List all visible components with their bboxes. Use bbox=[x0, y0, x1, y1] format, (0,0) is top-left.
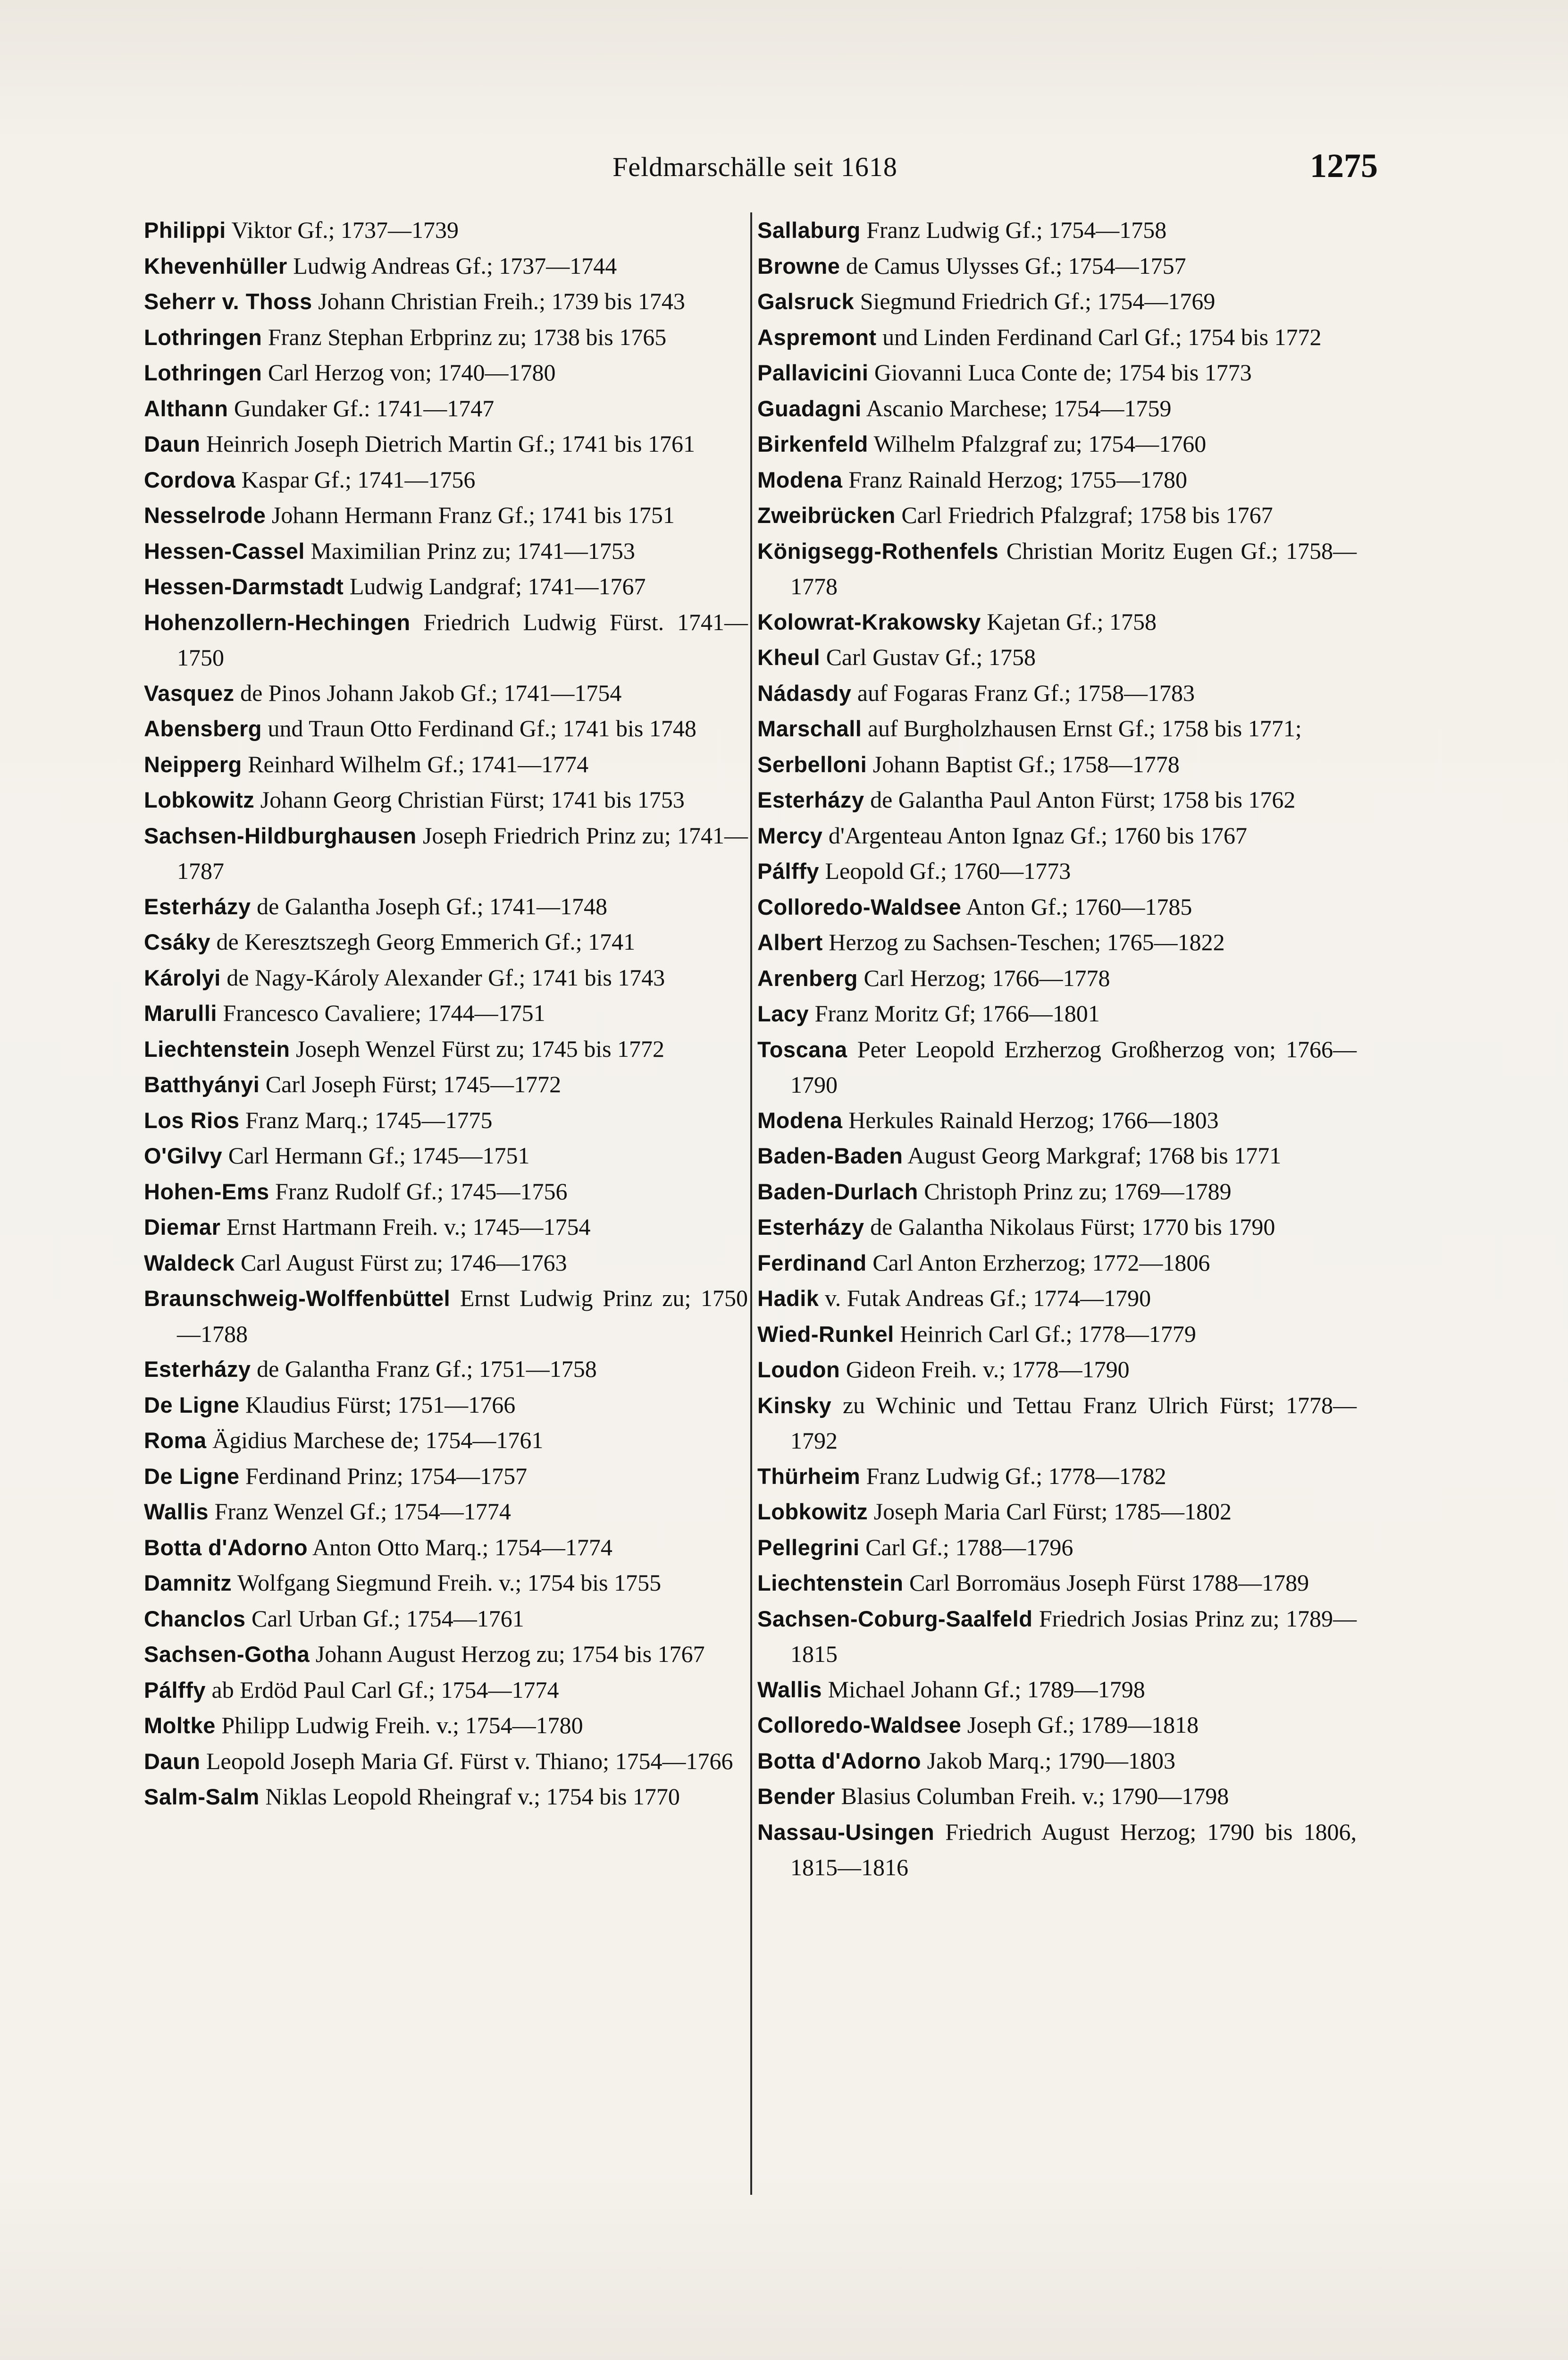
entry bbox=[757, 1565, 1357, 1601]
entry-name: Wallis bbox=[144, 1499, 209, 1524]
entry-details: August Georg Markgraf; 1768 bis 1771 bbox=[903, 1142, 1282, 1169]
entry-name: Albert bbox=[757, 930, 823, 955]
entry bbox=[757, 355, 1357, 391]
entry-details: Franz Rudolf Gf.; 1745—1756 bbox=[269, 1178, 568, 1205]
entry bbox=[144, 426, 748, 462]
entry-name: Birkenfeld bbox=[757, 431, 868, 456]
entry-details: Ernst Hartmann Freih. v.; 1745—1754 bbox=[220, 1214, 591, 1240]
entry bbox=[144, 1351, 748, 1387]
entry bbox=[757, 1814, 1357, 1885]
entry bbox=[757, 248, 1357, 284]
entry-name: Csáky bbox=[144, 929, 210, 954]
entry-details: v. Futak Andreas Gf.; 1774—1790 bbox=[819, 1285, 1151, 1311]
entry bbox=[757, 818, 1357, 854]
entry bbox=[144, 995, 748, 1031]
entry-name: Kinsky bbox=[757, 1392, 832, 1418]
entry-details: Heinrich Carl Gf.; 1778—1779 bbox=[894, 1320, 1196, 1347]
entry-name: Braunschweig-Wolffenbüttel bbox=[144, 1286, 451, 1311]
entry-details: Heinrich Joseph Dietrich Martin Gf.; 1741 bis 1761 bbox=[200, 430, 695, 457]
entry-details: de Keresztszegh Georg Emmerich Gf.; 1741 bbox=[210, 928, 636, 955]
entry bbox=[757, 462, 1357, 498]
entry bbox=[144, 1281, 748, 1351]
entry bbox=[144, 1031, 748, 1067]
entry-name: Baden-Durlach bbox=[757, 1179, 918, 1204]
entry-details: Joseph Gf.; 1789—1818 bbox=[961, 1711, 1199, 1738]
entry-details: Leopold Gf.; 1760—1773 bbox=[819, 858, 1071, 884]
entry-details: Niklas Leopold Rheingraf v.; 1754 bis 1770 bbox=[259, 1783, 680, 1810]
entry-details: Friedrich Ludwig Fürst. 1741—1750 bbox=[177, 608, 748, 671]
entry bbox=[144, 1601, 748, 1637]
entry bbox=[144, 569, 748, 605]
entry-name: Lothringen bbox=[144, 360, 262, 385]
entry-name: Pálffy bbox=[144, 1677, 206, 1703]
entry-name: Khevenhüller bbox=[144, 253, 287, 278]
entry bbox=[144, 1636, 748, 1672]
entry bbox=[757, 426, 1357, 462]
entry-name: Marulli bbox=[144, 1001, 217, 1026]
entry bbox=[757, 1352, 1357, 1388]
entry-name: Toscana bbox=[757, 1037, 847, 1062]
entry-details: Giovanni Luca Conte de; 1754 bis 1773 bbox=[868, 359, 1252, 386]
entry-details: Herkules Rainald Herzog; 1766—1803 bbox=[842, 1106, 1219, 1133]
right-column bbox=[757, 212, 1357, 1885]
entry-details: Jakob Marq.; 1790—1803 bbox=[921, 1747, 1175, 1774]
entry-details: de Pinos Johann Jakob Gf.; 1741—1754 bbox=[234, 679, 622, 706]
entry-details: de Galantha Paul Anton Fürst; 1758 bis 1762 bbox=[864, 786, 1296, 813]
entry-details: Gundaker Gf.: 1741—1747 bbox=[228, 395, 495, 421]
entry-name: Liechtenstein bbox=[757, 1570, 904, 1595]
entry-details: zu Wchinic und Tettau Franz Ulrich Fürst; 1778—1792 bbox=[790, 1391, 1357, 1454]
entry-details: Carl Urban Gf.; 1754—1761 bbox=[245, 1605, 524, 1632]
entry-name: Marschall bbox=[757, 716, 862, 741]
entry bbox=[144, 818, 748, 889]
entry-name: Lobkowitz bbox=[757, 1499, 868, 1524]
entry bbox=[757, 1707, 1357, 1743]
entry-name: Moltke bbox=[144, 1713, 216, 1738]
entry bbox=[144, 320, 748, 355]
entry-details: Carl Hermann Gf.; 1745—1751 bbox=[222, 1142, 530, 1169]
entry bbox=[144, 1458, 748, 1494]
entry bbox=[757, 1743, 1357, 1779]
entry-name: Károlyi bbox=[144, 965, 221, 990]
entry-details: Johann Christian Freih.; 1739 bis 1743 bbox=[312, 288, 685, 314]
entry-name: Galsruck bbox=[757, 289, 855, 314]
entry-name: Kolowrat-Krakowsky bbox=[757, 609, 981, 634]
entry bbox=[757, 1174, 1357, 1210]
entry-name: Daun bbox=[144, 431, 201, 456]
entry-name: Guadagni bbox=[757, 396, 862, 421]
entry bbox=[757, 1530, 1357, 1566]
entry-details: Reinhard Wilhelm Gf.; 1741—1774 bbox=[242, 750, 589, 777]
entry bbox=[757, 996, 1357, 1032]
entry bbox=[757, 1209, 1357, 1245]
entry bbox=[144, 924, 748, 960]
entry-name: Bender bbox=[757, 1784, 835, 1809]
entry-name: Modena bbox=[757, 1107, 843, 1133]
entry bbox=[757, 533, 1357, 604]
entry-details: Philipp Ludwig Freih. v.; 1754—1780 bbox=[215, 1712, 583, 1738]
entry bbox=[144, 1245, 748, 1281]
entry-details: Franz Ludwig Gf.; 1778—1782 bbox=[860, 1462, 1166, 1489]
entry-details: Joseph Maria Carl Fürst; 1785—1802 bbox=[868, 1498, 1232, 1525]
entry-name: Abensberg bbox=[144, 716, 262, 741]
entry-name: Sachsen-Gotha bbox=[144, 1642, 310, 1667]
entry bbox=[757, 1281, 1357, 1316]
entry bbox=[757, 1138, 1357, 1174]
entry bbox=[144, 355, 748, 391]
entry-details: Carl Herzog; 1766—1778 bbox=[857, 964, 1110, 991]
entry bbox=[144, 248, 748, 284]
entry-name: Lothringen bbox=[144, 324, 262, 350]
entry-name: Chanclos bbox=[144, 1606, 246, 1631]
entry-details: Franz Wenzel Gf.; 1754—1774 bbox=[209, 1498, 511, 1525]
entry-name: Salm-Salm bbox=[144, 1784, 260, 1809]
entry bbox=[757, 675, 1357, 711]
running-title: Feldmarschälle seit 1618 bbox=[612, 152, 897, 182]
entry bbox=[144, 1744, 748, 1779]
entry-details: Joseph Friedrich Prinz zu; 1741—1787 bbox=[177, 822, 748, 884]
entry-details: de Nagy-Károly Alexander Gf.; 1741 bis 1743 bbox=[220, 964, 665, 991]
entry bbox=[757, 391, 1357, 427]
entry-details: Anton Otto Marq.; 1754—1774 bbox=[308, 1534, 612, 1560]
entry-name: Wallis bbox=[757, 1677, 822, 1702]
entry-details: Joseph Wenzel Fürst zu; 1745 bis 1772 bbox=[290, 1035, 665, 1062]
entry bbox=[757, 1245, 1357, 1281]
entry-name: Esterházy bbox=[144, 893, 251, 919]
entry-details: Ludwig Landgraf; 1741—1767 bbox=[344, 573, 646, 599]
entry bbox=[144, 533, 748, 569]
entry bbox=[144, 711, 748, 747]
entry-details: Johann Hermann Franz Gf.; 1741 bis 1751 bbox=[266, 502, 675, 528]
left-column bbox=[144, 212, 748, 1815]
entry bbox=[757, 961, 1357, 996]
entry-details: de Galantha Nikolaus Fürst; 1770 bis 1790 bbox=[864, 1214, 1275, 1240]
entry-details: Herzog zu Sachsen-Teschen; 1765—1822 bbox=[822, 929, 1225, 955]
entry-name: Baden-Baden bbox=[757, 1143, 903, 1168]
entry-details: ab Erdöd Paul Carl Gf.; 1754—1774 bbox=[206, 1676, 559, 1703]
entry-name: Modena bbox=[757, 467, 843, 492]
entry bbox=[757, 604, 1357, 640]
entry bbox=[144, 889, 748, 925]
entry-details: Franz Rainald Herzog; 1755—1780 bbox=[842, 466, 1187, 493]
entry bbox=[144, 1708, 748, 1744]
entry-details: Franz Ludwig Gf.; 1754—1758 bbox=[860, 217, 1167, 243]
column-divider bbox=[750, 212, 752, 2195]
entry-name: Hessen-Darmstadt bbox=[144, 574, 344, 599]
entry bbox=[144, 284, 748, 320]
entry-details: Friedrich Josias Prinz zu; 1789—1815 bbox=[790, 1605, 1357, 1667]
entry bbox=[144, 1174, 748, 1210]
entry-name: O'Gilvy bbox=[144, 1143, 223, 1168]
entry bbox=[144, 462, 748, 498]
entry-details: de Galantha Franz Gf.; 1751—1758 bbox=[251, 1356, 597, 1382]
entry-name: Loudon bbox=[757, 1357, 840, 1382]
entry-name: Damnitz bbox=[144, 1570, 232, 1595]
entry bbox=[757, 1672, 1357, 1708]
entry-name: Nassau-Usingen bbox=[757, 1819, 935, 1845]
entry bbox=[144, 391, 748, 427]
entry-details: Carl Anton Erzherzog; 1772—1806 bbox=[866, 1249, 1210, 1276]
entry-details: Siegmund Friedrich Gf.; 1754—1769 bbox=[854, 288, 1216, 314]
entry-details: Carl Herzog von; 1740—1780 bbox=[262, 359, 556, 386]
entry-name: Thürheim bbox=[757, 1463, 861, 1489]
entry-name: Botta d'Adorno bbox=[757, 1748, 922, 1773]
entry-details: auf Burgholzhausen Ernst Gf.; 1758 bis 1771; bbox=[862, 715, 1302, 742]
entry-details: Anton Gf.; 1760—1785 bbox=[961, 893, 1192, 920]
entry-details: de Galantha Joseph Gf.; 1741—1748 bbox=[251, 893, 607, 919]
entry bbox=[144, 1423, 748, 1458]
entry bbox=[757, 1601, 1357, 1672]
entry-name: Colloredo-Waldsee bbox=[757, 1712, 962, 1737]
entry-name: Colloredo-Waldsee bbox=[757, 894, 962, 919]
entry bbox=[144, 1209, 748, 1245]
entry-name: De Ligne bbox=[144, 1392, 240, 1417]
entry-details: Leopold Joseph Maria Gf. Fürst v. Thiano; 1754—1766 bbox=[200, 1747, 733, 1774]
entry-name: Hessen-Cassel bbox=[144, 538, 305, 564]
entry bbox=[757, 497, 1357, 533]
entry bbox=[757, 747, 1357, 783]
entry-details: Wolfgang Siegmund Freih. v.; 1754 bis 1755 bbox=[232, 1569, 662, 1596]
entry-details: Ernst Ludwig Prinz zu; 1750—1788 bbox=[177, 1285, 748, 1347]
entry bbox=[757, 889, 1357, 925]
entry-name: Pallavicini bbox=[757, 360, 869, 385]
entry-name: Serbelloni bbox=[757, 751, 867, 777]
entry bbox=[757, 711, 1357, 747]
entry-details: Michael Johann Gf.; 1789—1798 bbox=[822, 1676, 1145, 1703]
entry bbox=[144, 1387, 748, 1423]
entry-details: Blasius Columban Freih. v.; 1790—1798 bbox=[835, 1783, 1229, 1809]
entry-name: Wied-Runkel bbox=[757, 1321, 894, 1347]
entry bbox=[144, 782, 748, 818]
entry-name: Diemar bbox=[144, 1214, 221, 1239]
entry-name: Batthyányi bbox=[144, 1072, 260, 1097]
entry bbox=[757, 1388, 1357, 1458]
entry-details: Carl Gf.; 1788—1796 bbox=[859, 1534, 1073, 1560]
entry-name: Pálffy bbox=[757, 859, 819, 884]
entry-details: Kaspar Gf.; 1741—1756 bbox=[235, 466, 476, 493]
entry-details: Klaudius Fürst; 1751—1766 bbox=[239, 1391, 516, 1418]
entry-details: d'Argenteau Anton Ignaz Gf.; 1760 bis 1767 bbox=[822, 822, 1247, 849]
entry bbox=[757, 212, 1357, 248]
entry-details: Kajetan Gf.; 1758 bbox=[981, 608, 1157, 635]
entry-details: Maximilian Prinz zu; 1741—1753 bbox=[304, 537, 635, 564]
entry bbox=[144, 1530, 748, 1566]
entry-name: Roma bbox=[144, 1428, 207, 1453]
entry-details: Carl Gustav Gf.; 1758 bbox=[820, 644, 1036, 670]
entry bbox=[757, 284, 1357, 320]
entry-details: Ascanio Marchese; 1754—1759 bbox=[861, 395, 1172, 421]
entry-name: Lacy bbox=[757, 1001, 809, 1026]
entry-name: Aspremont bbox=[757, 324, 877, 350]
entry-details: Christoph Prinz zu; 1769—1789 bbox=[918, 1178, 1232, 1205]
entry bbox=[144, 1138, 748, 1174]
entry bbox=[144, 1779, 748, 1815]
entry-details: Ägidius Marchese de; 1754—1761 bbox=[206, 1427, 544, 1453]
entry-name: Esterházy bbox=[757, 1214, 864, 1239]
entry bbox=[144, 1067, 748, 1103]
entry-details: und Linden Ferdinand Carl Gf.; 1754 bis 1772 bbox=[876, 323, 1322, 350]
entry-details: de Camus Ulysses Gf.; 1754—1757 bbox=[840, 252, 1186, 279]
entry bbox=[757, 640, 1357, 675]
entry bbox=[144, 960, 748, 996]
entry-name: Arenberg bbox=[757, 965, 858, 991]
entry-name: Neipperg bbox=[144, 751, 242, 777]
entry-details: Ferdinand Prinz; 1754—1757 bbox=[239, 1462, 528, 1489]
entry bbox=[757, 1103, 1357, 1138]
entry-name: Liechtenstein bbox=[144, 1036, 290, 1062]
entry-details: Peter Leopold Erzherzog Großherzog von; 1766—1790 bbox=[790, 1036, 1357, 1098]
entry-name: Mercy bbox=[757, 823, 823, 848]
entry bbox=[757, 782, 1357, 818]
entry-details: Viktor Gf.; 1737—1739 bbox=[226, 217, 459, 243]
entry bbox=[144, 605, 748, 675]
entry bbox=[757, 1316, 1357, 1352]
entry-details: auf Fogaras Franz Gf.; 1758—1783 bbox=[851, 679, 1195, 706]
entry-name: Botta d'Adorno bbox=[144, 1534, 308, 1560]
entry-name: Nesselrode bbox=[144, 503, 266, 528]
entry-details: Carl August Fürst zu; 1746—1763 bbox=[235, 1249, 567, 1276]
entry-details: Johann August Herzog zu; 1754 bis 1767 bbox=[310, 1641, 705, 1667]
entry-name: Esterházy bbox=[144, 1357, 251, 1382]
entry-details: Gideon Freih. v.; 1778—1790 bbox=[840, 1356, 1130, 1382]
entry-name: De Ligne bbox=[144, 1463, 240, 1489]
entry-name: Sachsen-Hildburghausen bbox=[144, 823, 417, 848]
page-number: 1275 bbox=[1310, 147, 1378, 185]
entry-name: Nádasdy bbox=[757, 680, 852, 706]
entry-details: Carl Friedrich Pfalzgraf; 1758 bis 1767 bbox=[895, 502, 1273, 528]
entry-name: Cordova bbox=[144, 467, 236, 492]
entry-name: Hohen-Ems bbox=[144, 1179, 269, 1204]
entry-details: Carl Borromäus Joseph Fürst 1788—1789 bbox=[903, 1569, 1309, 1596]
entry-name: Althann bbox=[144, 396, 228, 421]
entry bbox=[757, 1032, 1357, 1103]
entry-name: Ferdinand bbox=[757, 1250, 867, 1275]
entry-name: Esterházy bbox=[757, 787, 864, 812]
entry-details: Ludwig Andreas Gf.; 1737—1744 bbox=[287, 252, 617, 279]
entry-details: Wilhelm Pfalzgraf zu; 1754—1760 bbox=[868, 430, 1207, 457]
entry-details: Christian Moritz Eugen Gf.; 1758—1778 bbox=[790, 537, 1357, 599]
entry-name: Hohenzollern-Hechingen bbox=[144, 609, 411, 635]
entry-details: Franz Moritz Gf; 1766—1801 bbox=[809, 1000, 1100, 1027]
entry-name: Pellegrini bbox=[757, 1534, 860, 1560]
entry-name: Daun bbox=[144, 1748, 201, 1774]
entry bbox=[144, 1672, 748, 1708]
entry bbox=[144, 675, 748, 711]
entry-name: Zweibrücken bbox=[757, 503, 896, 528]
entry bbox=[757, 1778, 1357, 1814]
entry-name: Philippi bbox=[144, 218, 226, 243]
entry-details: Johann Baptist Gf.; 1758—1778 bbox=[867, 750, 1180, 777]
entry-name: Browne bbox=[757, 253, 840, 278]
entry-name: Waldeck bbox=[144, 1250, 235, 1275]
entry bbox=[144, 1103, 748, 1138]
entry-name: Sallaburg bbox=[757, 218, 861, 243]
entry bbox=[757, 1458, 1357, 1494]
entry-name: Sachsen-Coburg-Saalfeld bbox=[757, 1606, 1033, 1631]
entry bbox=[144, 1494, 748, 1530]
entry bbox=[144, 497, 748, 533]
entry-details: Friedrich August Herzog; 1790 bis 1806, 1815—1816 bbox=[790, 1818, 1357, 1880]
entry-name: Königsegg-Rothenfels bbox=[757, 538, 999, 564]
entry bbox=[757, 320, 1357, 355]
entry-name: Seherr v. Thoss bbox=[144, 289, 312, 314]
entry bbox=[757, 925, 1357, 961]
entry-name: Vasquez bbox=[144, 680, 235, 706]
entry bbox=[144, 1565, 748, 1601]
entry-name: Los Rios bbox=[144, 1107, 240, 1133]
entry-name: Lobkowitz bbox=[144, 787, 255, 812]
entry-details: Johann Georg Christian Fürst; 1741 bis 1753 bbox=[254, 786, 685, 813]
entry-details: Franz Marq.; 1745—1775 bbox=[239, 1106, 493, 1133]
entry bbox=[757, 853, 1357, 889]
entry-name: Hadik bbox=[757, 1286, 819, 1311]
entry-details: Francesco Cavaliere; 1744—1751 bbox=[217, 1000, 545, 1026]
page-header bbox=[132, 142, 1378, 194]
entry-details: Carl Joseph Fürst; 1745—1772 bbox=[260, 1071, 562, 1097]
entry bbox=[144, 212, 748, 248]
entry bbox=[757, 1494, 1357, 1530]
entry-details: und Traun Otto Ferdinand Gf.; 1741 bis 1748 bbox=[262, 715, 696, 742]
entry-details: Franz Stephan Erbprinz zu; 1738 bis 1765 bbox=[262, 323, 667, 350]
entry bbox=[144, 747, 748, 783]
entry-name: Kheul bbox=[757, 645, 821, 670]
